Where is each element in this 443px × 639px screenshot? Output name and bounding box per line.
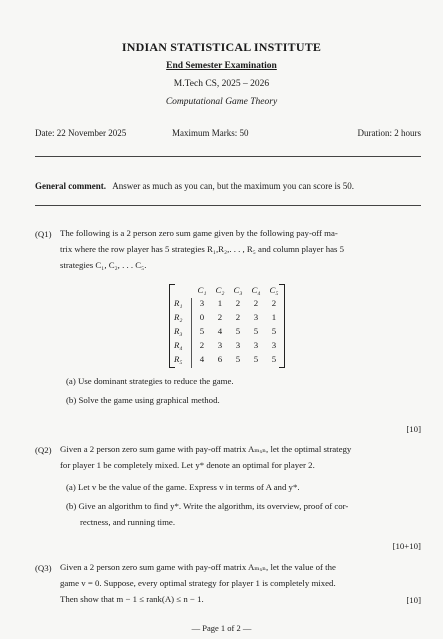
q1-part-b: (b) Solve the game using graphical method.: [66, 395, 220, 405]
q3-line-2: game v = 0. Suppose, every optimal strategy for player 1 is completely mixed.: [60, 578, 336, 588]
matrix-col-label: C₅: [269, 285, 279, 295]
q1-part-a: (a) Use dominant strategies to reduce the game.: [66, 376, 234, 386]
q2-marks: [10+10]: [392, 541, 421, 551]
matrix-cell: 0: [199, 312, 205, 322]
matrix-cell: 2: [199, 340, 205, 350]
matrix-cell: 5: [271, 326, 277, 336]
matrix-row-label: R₄: [174, 340, 183, 350]
q2-line-1: Given a 2 person zero sum game with pay-off matrix Aₘₓₙ, let the optimal strategy: [60, 444, 352, 454]
exam-title: End Semester Examination: [166, 61, 277, 71]
matrix-cell: 5: [253, 354, 259, 364]
matrix-cell: 2: [235, 312, 241, 322]
q1-label: (Q1): [35, 229, 52, 239]
q1-text: [60, 225, 344, 273]
q3-line-3: Then show that m − 1 ≤ rank(A) ≤ n − 1.: [60, 594, 204, 604]
subject-title: Computational Game Theory: [165, 97, 278, 107]
matrix-cell: 1: [217, 298, 223, 308]
q2-part-b-line-2: rectness, and running time.: [80, 517, 176, 527]
matrix-cell: 6: [217, 354, 223, 364]
matrix-col-label: C₄: [251, 285, 261, 295]
matrix-row-label: R₂: [174, 312, 183, 322]
divider-bottom: [35, 205, 421, 206]
institute-name: INDIAN STATISTICAL INSTITUTE: [121, 40, 322, 54]
q2-part-a: (a) Let v be the value of the game. Express v in terms of A and y*.: [66, 482, 300, 492]
q2-line-2: for player 1 be completely mixed. Let y* denote an optimal for player 2.: [60, 460, 315, 470]
general-comment: [35, 181, 354, 191]
matrix-row-label-divider: [191, 298, 192, 368]
matrix-cell: 3: [199, 298, 205, 308]
q1-line-1: The following is a 2 person zero sum game given by the following pay-off ma-: [60, 228, 338, 238]
matrix-col-label: C₁: [197, 285, 207, 295]
matrix-cell: 5: [253, 326, 259, 336]
q3-text: [60, 559, 336, 607]
general-comment-label: General comment.: [35, 181, 106, 191]
q2-label: (Q2): [35, 445, 52, 455]
q3-marks: [10]: [406, 595, 421, 605]
matrix-cell: 3: [253, 312, 259, 322]
matrix-cell: 4: [217, 326, 223, 336]
q2-text: [60, 441, 351, 473]
q2-part-b-line-1: (b) Give an algorithm to find y*. Write the algorithm, its overview, proof of cor-: [66, 501, 349, 511]
general-comment-text: Answer as much as you can, but the maximum you can score is 50.: [112, 181, 354, 191]
matrix-cell: 3: [235, 340, 241, 350]
q3-line-1: Given a 2 person zero sum game with pay-off matrix Aₘₓₙ, let the value of the: [60, 562, 336, 572]
matrix-cell: 4: [199, 354, 205, 364]
matrix-cell: 5: [199, 326, 205, 336]
matrix-cell: 2: [235, 298, 241, 308]
q1-line-3: strategies C₁, C₂, . . . C₅.: [60, 260, 147, 270]
matrix-row-label: R₃: [174, 326, 183, 336]
page-footer: — Page 1 of 2 —: [191, 623, 252, 633]
matrix-cell: 5: [271, 354, 277, 364]
matrix-cell: 3: [217, 340, 223, 350]
matrix-cell: 5: [235, 326, 241, 336]
matrix-cell: 3: [253, 340, 259, 350]
matrix-col-label: C₂: [215, 285, 225, 295]
matrix-col-label: C₃: [233, 285, 243, 295]
matrix-row-label: R₁: [174, 298, 183, 308]
matrix-cell: 3: [271, 340, 277, 350]
matrix-cell: 1: [271, 312, 277, 322]
max-marks: Maximum Marks: 50: [172, 128, 249, 138]
q2-part-b: [66, 498, 348, 530]
q3-label: (Q3): [35, 563, 52, 573]
matrix-cell: 2: [271, 298, 277, 308]
exam-date: Date: 22 November 2025: [35, 128, 127, 138]
q1-line-2: trix where the row player has 5 strategies R₁,R₂,. . . , R₅ and column player has 5: [60, 244, 345, 254]
matrix-row-label: R₅: [174, 354, 183, 364]
matrix-cell: 2: [253, 298, 259, 308]
matrix-cell: 2: [217, 312, 223, 322]
course-line: M.Tech CS, 2025 – 2026: [173, 79, 270, 89]
payoff-matrix: [169, 284, 285, 368]
q1-marks: [10]: [406, 424, 421, 434]
divider-top: [35, 156, 421, 157]
matrix-cell: 5: [235, 354, 241, 364]
duration: Duration: 2 hours: [357, 128, 421, 138]
